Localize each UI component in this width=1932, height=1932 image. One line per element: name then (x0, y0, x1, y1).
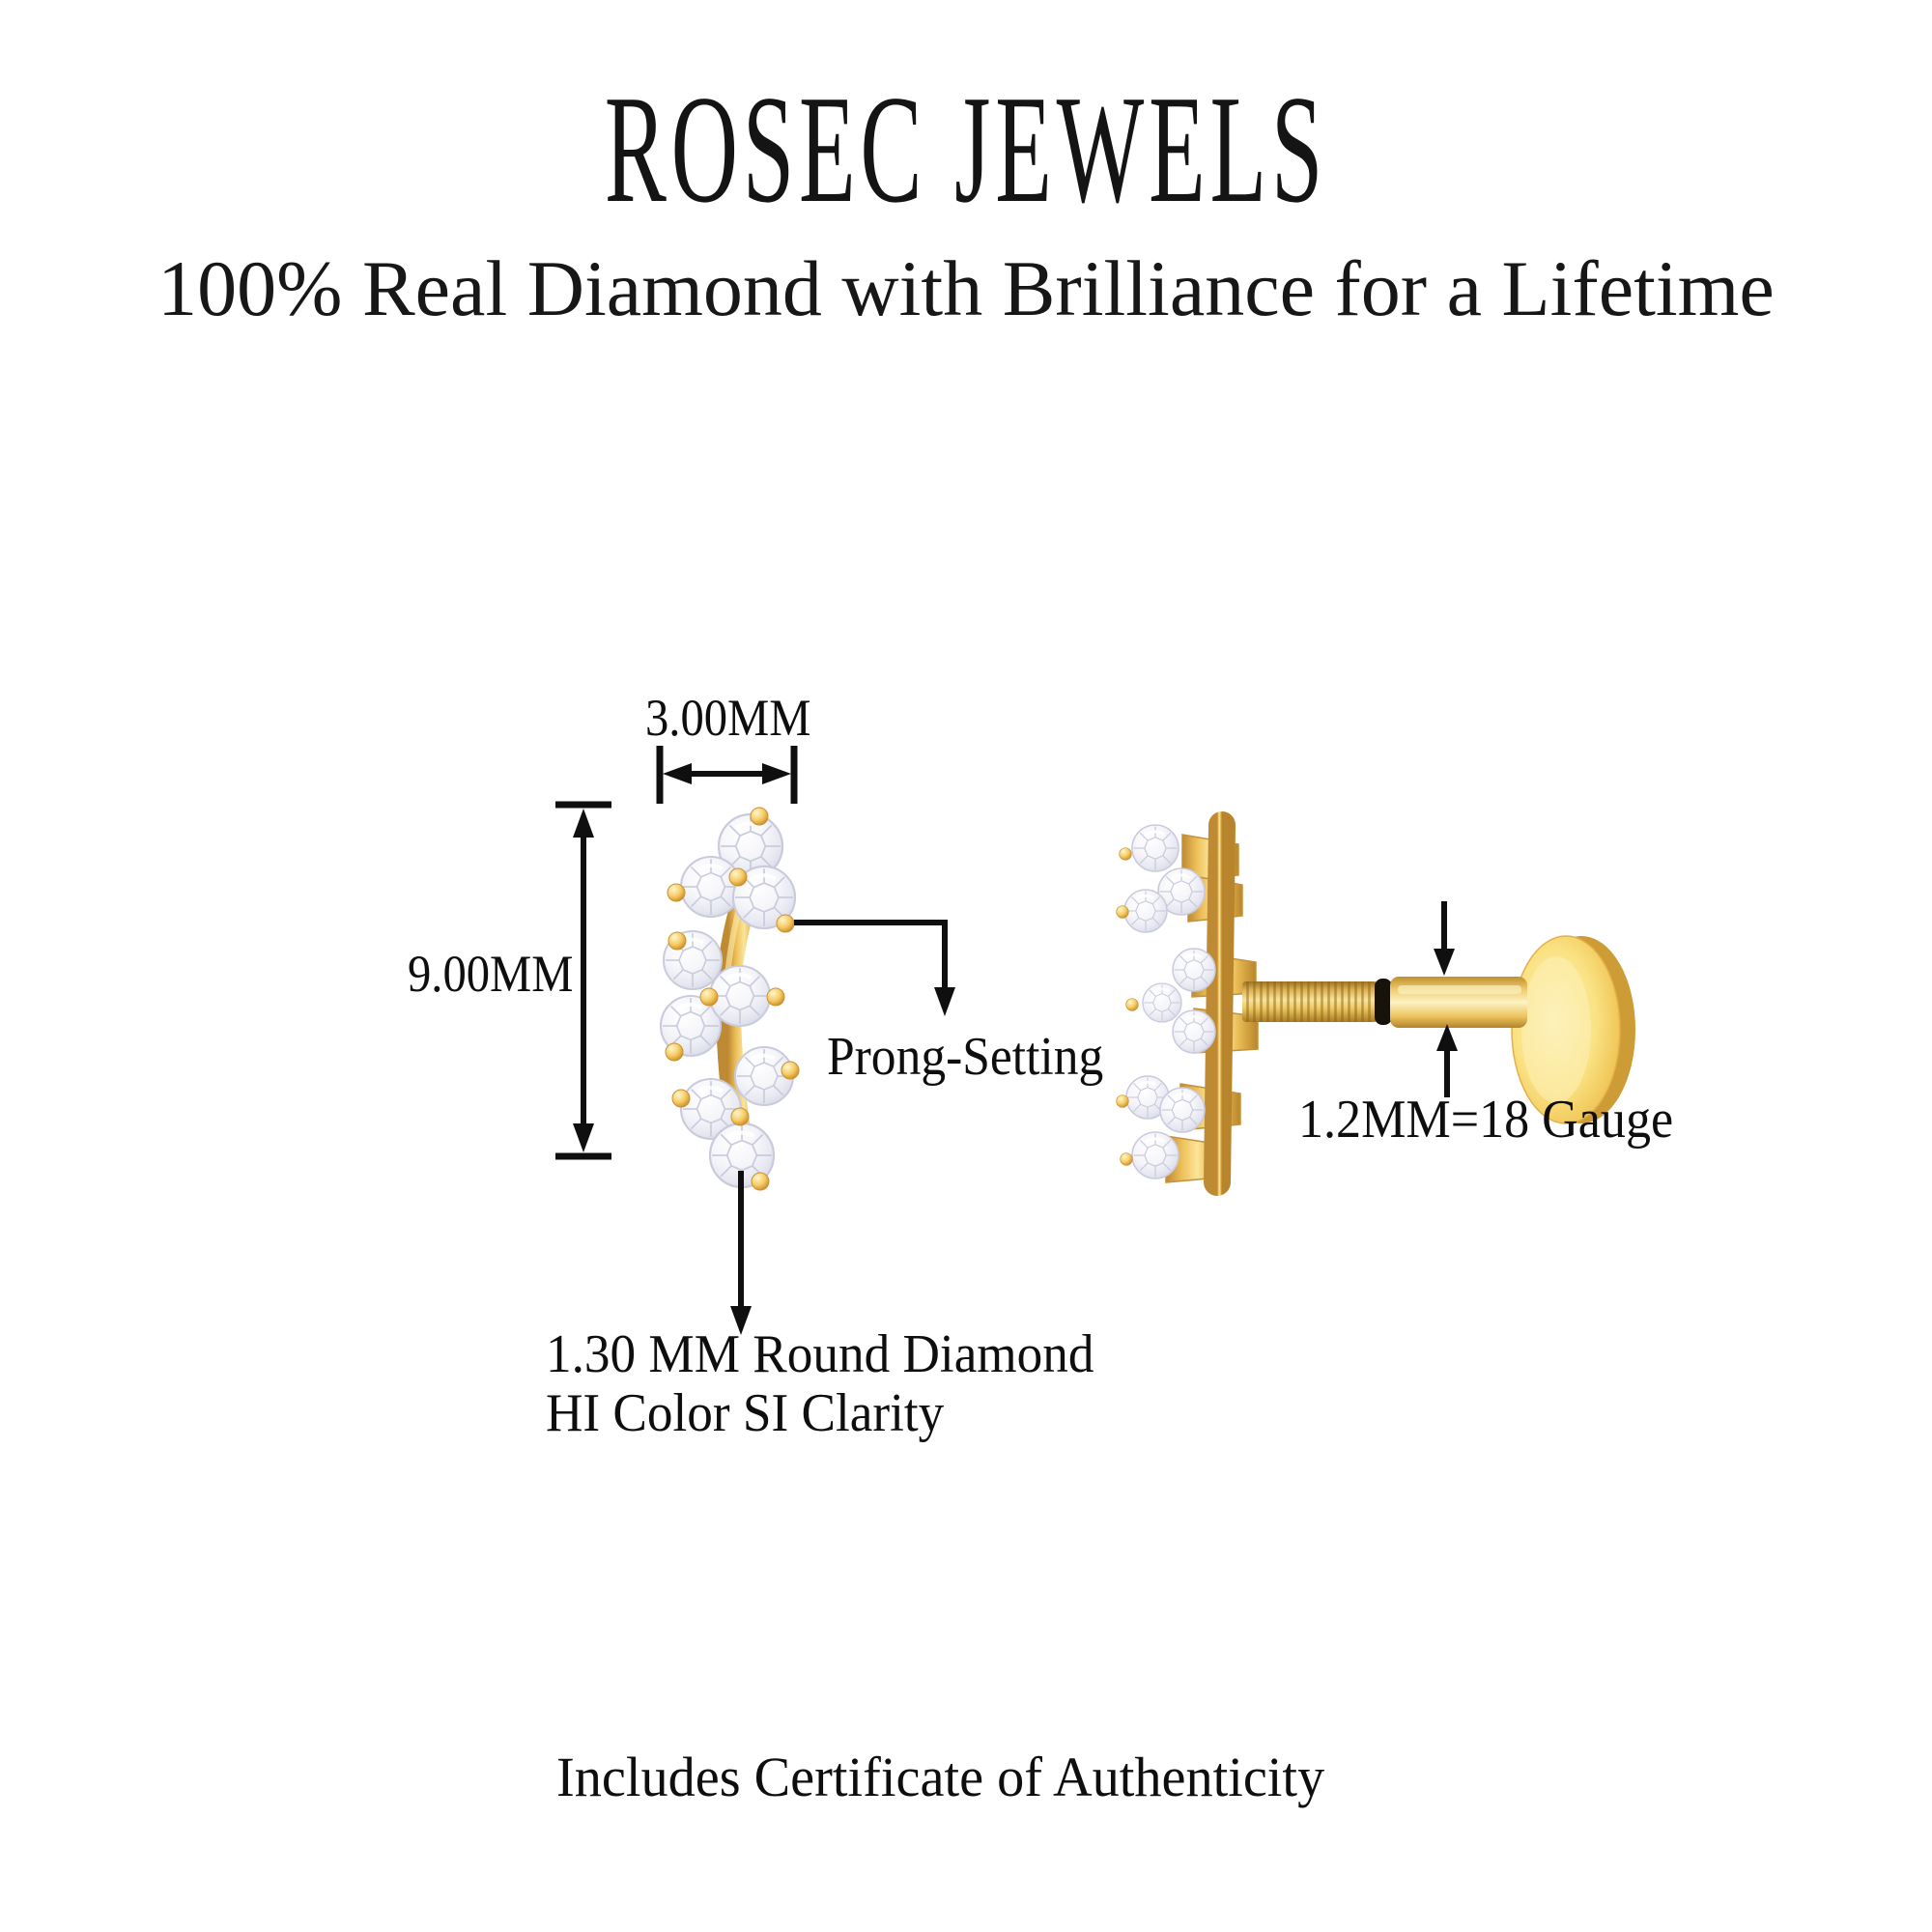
diamond-spec-line1: 1.30 MM Round Diamond (546, 1324, 1094, 1384)
diamond-spec-line2: HI Color SI Clarity (546, 1383, 945, 1443)
brand-title: ROSEC JEWELS (604, 63, 1328, 235)
width-dimension-label: 3.00MM (645, 689, 811, 747)
certificate-note: Includes Certificate of Authenticity (556, 1746, 1325, 1808)
prong-setting-arrow (794, 923, 955, 1016)
side-gold-bar (1217, 825, 1222, 1182)
front-view-figure (661, 808, 799, 1190)
diamond-spec-label (546, 1325, 1094, 1443)
side-diamond-cluster-middle (1143, 949, 1215, 1053)
o-ring (1375, 979, 1392, 1025)
smooth-post (1390, 977, 1527, 1028)
dimension-width (660, 746, 794, 804)
prong-setting-label: Prong-Setting (827, 1027, 1104, 1087)
height-dimension-label: 9.00MM (408, 945, 574, 1003)
gauge-label: 1.2MM=18 Gauge (1298, 1090, 1674, 1150)
diamond-size-arrow (730, 1171, 752, 1335)
brand-tagline: 100% Real Diamond with Brilliance for a Lifetime (157, 244, 1775, 332)
